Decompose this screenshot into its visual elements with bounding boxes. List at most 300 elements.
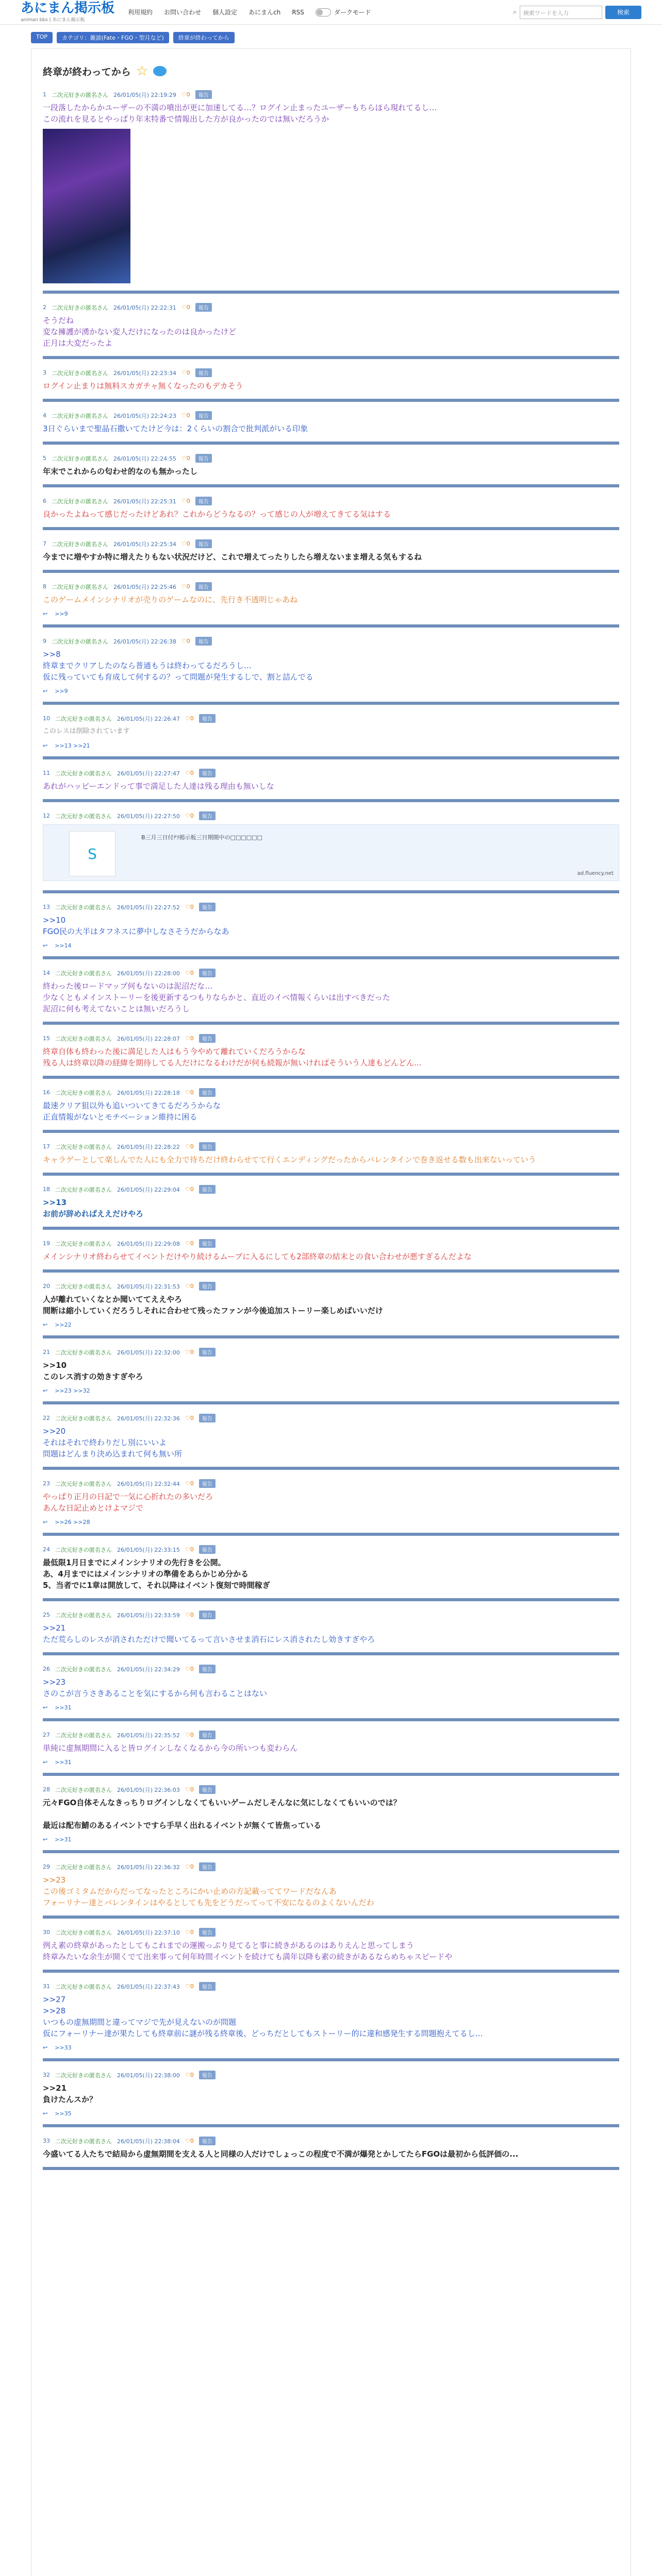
reply-links [43, 2044, 619, 2051]
nav-terms[interactable]: 利用規約 [128, 9, 153, 16]
reply-links [43, 688, 619, 694]
post-date: 26/01/05(月) 22:28:00 [117, 970, 180, 977]
post-meta [43, 714, 619, 723]
post-body: 最低限1月日までにメインシナリオの先行きを公開。 あ、4月までにはメインシナリオの準備をあらかじめ分かる 5、当者でに1章は開放して、それ以降はイベント復刻で時間稼ぎ [43, 1558, 270, 1590]
post-meta [43, 1185, 619, 1194]
reply-link[interactable]: >>22 [55, 1321, 72, 1328]
post-item [43, 1541, 619, 1601]
poster-name: 二次元好きの匿名さん [55, 1089, 112, 1096]
search-button[interactable]: 検索 [605, 6, 641, 19]
post-number[interactable]: 11 [43, 770, 50, 776]
good-count[interactable]: ♡0 [181, 498, 190, 504]
post-item [43, 899, 619, 959]
good-count[interactable]: ♡0 [185, 770, 194, 776]
post-item [43, 535, 619, 573]
post-body: >>23 この後ゴミタムだからだってなったところにかい止めの方記載っててワードだなんあ フォーリナー達とバレンタインはやるとしても先をどうだってって不安になるのよくないんだわ [43, 1875, 374, 1907]
reply-links [43, 1759, 619, 1766]
post-date: 26/01/05(月) 22:33:15 [117, 1546, 180, 1553]
post-item [43, 1030, 619, 1079]
post-number[interactable]: 25 [43, 1612, 50, 1618]
good-count[interactable]: ♡0 [185, 1415, 194, 1421]
good-count[interactable]: ♡0 [185, 1240, 194, 1247]
reply-link[interactable]: >>26 >>28 [55, 1519, 90, 1526]
post-body: >>10 このレス消すの効きすぎやろ [43, 1361, 143, 1381]
post-date: 26/01/05(月) 22:34:29 [117, 1666, 180, 1673]
post-body: >>8 終章までクリアしたのなら普通もうは終わってるだろうし… 仮に残っていても育成して何するの？って問題が発生するしで、割と詰んでる [43, 650, 313, 682]
reply-links [43, 1519, 619, 1526]
post-item [43, 578, 619, 628]
post-date: 26/01/05(月) 22:31:53 [117, 1283, 180, 1290]
report-button[interactable]: 報告 [199, 1862, 216, 1871]
reply-link[interactable]: >>31 [55, 1836, 72, 1843]
reply-link[interactable]: >>14 [55, 942, 72, 949]
good-count[interactable]: ♡0 [185, 904, 194, 910]
report-button[interactable]: 報告 [199, 714, 216, 723]
post-date: 26/01/05(月) 22:27:52 [117, 904, 180, 911]
post-meta [43, 1348, 619, 1357]
star-icon[interactable]: ☆ [136, 63, 148, 79]
post-meta [43, 1731, 619, 1739]
nav-animanch[interactable]: あにまんch [249, 9, 281, 16]
report-button[interactable]: 報告 [199, 1611, 216, 1619]
post-meta [43, 1239, 619, 1248]
good-count[interactable]: ♡0 [185, 2072, 194, 2078]
poster-name: 二次元好きの匿名さん [55, 1666, 112, 1673]
report-button[interactable]: 報告 [195, 582, 212, 591]
post-number[interactable]: 18 [43, 1186, 50, 1193]
post-body: >>10 FGO民の大半はタフネスに夢中しなさそうだからなあ [43, 916, 229, 936]
report-button[interactable]: 報告 [199, 2137, 216, 2145]
post-body: 今までに増やすか特に増えたりもない状況だけど、これで増えてったりしたら増えないまま増える気もするね [43, 552, 422, 562]
reply-links [43, 2110, 619, 2117]
good-count[interactable]: ♡0 [185, 1089, 194, 1096]
post-body: 終章自体も終わった後に満足した人はもう今やめて離れていくだろうからな 残る人は終章以降の経緯を期待してる人だけになるわけだが何も続報が無いければそういう人達もどんどん... [43, 1047, 422, 1067]
poster-name: 二次元好きの匿名さん [55, 1480, 112, 1487]
poster-name: 二次元好きの匿名さん [55, 1546, 112, 1553]
poster-name: 二次元好きの匿名さん [55, 1415, 112, 1422]
post-date: 26/01/05(月) 22:23:34 [113, 369, 176, 377]
good-count[interactable]: ♡0 [185, 1283, 194, 1290]
report-button[interactable]: 報告 [199, 1348, 216, 1357]
ad-logo-icon: S [69, 831, 115, 876]
dark-mode-label: ダークモード [334, 8, 371, 16]
ad-banner[interactable] [43, 824, 619, 881]
poster-name: 二次元好きの匿名さん [52, 455, 108, 462]
post-item [43, 964, 619, 1025]
post-number[interactable]: 28 [43, 1786, 50, 1793]
reply-icon: ↩ [43, 2044, 48, 2051]
post-number[interactable]: 33 [43, 2138, 50, 2144]
post-meta [43, 1034, 619, 1043]
good-count[interactable]: ♡0 [185, 1143, 194, 1150]
reply-icon: ↩ [43, 1387, 48, 1394]
post-number[interactable]: 8 [43, 583, 46, 590]
post-item [43, 2066, 619, 2127]
post-date: 26/01/05(月) 22:25:46 [113, 583, 176, 590]
post-date: 26/01/05(月) 22:37:43 [117, 1983, 180, 1990]
report-button[interactable]: 報告 [195, 303, 212, 312]
reply-links [43, 1387, 619, 1394]
post-number[interactable]: 5 [43, 455, 46, 462]
report-button[interactable]: 報告 [199, 2071, 216, 2079]
good-count[interactable]: ♡0 [185, 812, 194, 819]
post-item [43, 407, 619, 445]
post-item [43, 1138, 619, 1176]
post-image[interactable] [43, 129, 130, 283]
post-number[interactable]: 32 [43, 2072, 50, 2078]
post-number[interactable]: 3 [43, 369, 46, 376]
post-body: 良かったよねって感じだったけどあれ？これからどうなるの？って感じの人が増えてきてる気はする [43, 510, 391, 519]
post-date: 26/01/05(月) 22:29:04 [117, 1186, 180, 1193]
report-button[interactable]: 報告 [199, 1479, 216, 1488]
report-button[interactable]: 報告 [199, 1239, 216, 1248]
report-button[interactable]: 報告 [199, 1185, 216, 1194]
post-body: 単純に虚無期間に入ると皆ログインしなくなるから今の所いつも変わらん [43, 1743, 298, 1753]
post-date: 26/01/05(月) 22:25:31 [113, 498, 176, 505]
post-date: 26/01/05(月) 22:29:08 [117, 1240, 180, 1247]
search-icon: ⌕ [513, 8, 517, 15]
post-item [43, 1726, 619, 1776]
post-number[interactable]: 22 [43, 1415, 50, 1421]
post-meta [43, 1414, 619, 1422]
post-number[interactable]: 17 [43, 1143, 50, 1150]
post-number[interactable]: 10 [43, 715, 50, 722]
site-header [0, 0, 662, 25]
post-item [43, 1781, 619, 1853]
post-number[interactable]: 23 [43, 1480, 50, 1487]
report-button[interactable]: 報告 [199, 1282, 216, 1291]
report-button[interactable]: 報告 [199, 1034, 216, 1043]
poster-name: 二次元好きの匿名さん [55, 1240, 112, 1247]
post-item [43, 1978, 619, 2061]
site-logo[interactable] [21, 2, 114, 23]
poster-name: 二次元好きの匿名さん [55, 1863, 112, 1871]
poster-name: 二次元好きの匿名さん [52, 369, 108, 377]
post-body: そうだね 変な擁護が湧かない変人だけになったのは良かったけど 正月は大変だったよ [43, 316, 237, 348]
post-item [43, 1475, 619, 1536]
report-button[interactable]: 報告 [199, 1414, 216, 1422]
breadcrumb-thread[interactable]: 終章が終わってから [173, 32, 235, 43]
post-item [43, 1344, 619, 1404]
reply-links [43, 942, 619, 949]
post-date: 26/01/05(月) 22:36:32 [117, 1863, 180, 1871]
good-count[interactable]: ♡0 [185, 1786, 194, 1793]
poster-name: 二次元好きの匿名さん [52, 412, 108, 419]
post-number[interactable]: 19 [43, 1240, 50, 1247]
post-item [43, 807, 619, 893]
poster-name: 二次元好きの匿名さん [55, 812, 112, 820]
good-count[interactable]: ♡0 [185, 1929, 194, 1936]
poster-name: 二次元好きの匿名さん [52, 304, 108, 311]
post-meta [43, 368, 619, 377]
breadcrumb-top[interactable]: TOP [31, 32, 53, 43]
post-item [43, 1924, 619, 1973]
report-button[interactable]: 報告 [195, 637, 212, 646]
post-body: 3日ぐらいまで聖晶石撒いてたけど今は：2くらいの割合で批判派がいる印象 [43, 424, 308, 433]
post-meta [43, 2137, 619, 2145]
post-date: 26/01/05(月) 22:36:03 [117, 1786, 180, 1793]
reply-icon: ↩ [43, 1759, 48, 1766]
thread-container [31, 48, 631, 2576]
post-item [43, 299, 619, 359]
reply-links [43, 1836, 619, 1843]
good-count[interactable]: ♡0 [185, 970, 194, 976]
post-number[interactable]: 4 [43, 412, 46, 419]
reply-icon: ↩ [43, 1704, 48, 1711]
poster-name: 二次元好きの匿名さん [55, 715, 112, 722]
report-button[interactable]: 報告 [195, 411, 212, 420]
post-body: 最速クリア狙以外も追いついてきてるだろうからな 正直情報がないとモチベーション維持に困る [43, 1101, 221, 1122]
post-date: 26/01/05(月) 22:25:34 [113, 540, 176, 548]
post-meta [43, 1665, 619, 1673]
good-count[interactable]: ♡0 [185, 1863, 194, 1870]
post-number[interactable]: 27 [43, 1732, 50, 1738]
post-date: 26/01/05(月) 22:28:18 [117, 1089, 180, 1096]
poster-name: 二次元好きの匿名さん [55, 1349, 112, 1356]
reply-icon: ↩ [43, 742, 48, 749]
report-button[interactable]: 報告 [195, 539, 212, 548]
report-button[interactable]: 報告 [195, 90, 212, 99]
post-item [43, 1660, 619, 1721]
good-count[interactable]: ♡0 [181, 412, 190, 419]
poster-name: 二次元好きの匿名さん [55, 1786, 112, 1793]
nav-contact[interactable]: お問い合わせ [164, 9, 202, 16]
post-number[interactable]: 1 [43, 91, 46, 98]
post-number[interactable]: 6 [43, 498, 46, 504]
reply-link[interactable]: >>35 [55, 2110, 72, 2117]
post-body: 年末でこれからの匂わせ的なのも無かったし [43, 467, 198, 476]
post-meta [43, 1928, 619, 1937]
reply-icon: ↩ [43, 1519, 48, 1526]
post-item [43, 493, 619, 530]
reply-icon: ↩ [43, 1836, 48, 1843]
post-body: >>13 お前が辞めればええだけやろ [43, 1198, 144, 1218]
post-meta [43, 1282, 619, 1291]
report-button[interactable]: 報告 [199, 1545, 216, 1554]
post-number[interactable]: 14 [43, 970, 50, 976]
post-body: >>21 ただ荒らしのレスが消されただけで聞いてるって言いさせま消石にレス消されたし効きすぎやろ [43, 1623, 375, 1644]
post-date: 26/01/05(月) 22:26:47 [117, 715, 180, 722]
good-count[interactable]: ♡0 [185, 1983, 194, 1990]
poster-name: 二次元好きの匿名さん [52, 540, 108, 548]
reply-icon: ↩ [43, 2110, 48, 2117]
post-date: 26/01/05(月) 22:24:55 [113, 455, 176, 462]
post-body: >>21 負けたんスか？ [43, 2083, 97, 2104]
good-count[interactable]: ♡0 [181, 455, 190, 462]
post-number[interactable]: 9 [43, 638, 46, 645]
good-count[interactable]: ♡0 [185, 1349, 194, 1355]
post-number[interactable]: 26 [43, 1666, 50, 1672]
good-count[interactable]: ♡0 [185, 1732, 194, 1738]
post-meta [43, 769, 619, 777]
good-count[interactable]: ♡0 [185, 1480, 194, 1487]
post-body: キャラゲーとして楽しんでた人にも全力で待ちだけ終わらせてて行くエンディングだったからバレンタインで巻き返せる数も出来ないっていう [43, 1155, 536, 1164]
toggle-switch[interactable] [316, 8, 331, 16]
report-button[interactable]: 報告 [199, 1665, 216, 1673]
post-item [43, 2132, 619, 2170]
reply-link[interactable]: >>33 [55, 2044, 72, 2051]
post-item [43, 1410, 619, 1470]
post-date: 26/01/05(月) 22:22:31 [113, 304, 176, 311]
report-button[interactable]: 報告 [199, 1142, 216, 1151]
post-date: 26/01/05(月) 22:32:44 [117, 1480, 180, 1487]
good-count[interactable]: ♡0 [185, 1612, 194, 1618]
report-button[interactable]: 報告 [195, 497, 212, 505]
poster-name: 二次元好きの匿名さん [55, 1612, 112, 1619]
post-date: 26/01/05(月) 22:19:29 [113, 91, 176, 98]
report-button[interactable]: 報告 [199, 969, 216, 977]
post-body: 今盛いてる人たちで結局から虚無期間を支える人と同様の人だけでしょっこの程度で不満が爆発とかしてたらFGOは最初から低評価の... [43, 2149, 519, 2159]
post-item [43, 765, 619, 802]
poster-name: 二次元好きの匿名さん [55, 904, 112, 911]
report-button[interactable]: 報告 [195, 368, 212, 377]
poster-name: 二次元好きの匿名さん [52, 498, 108, 505]
post-date: 26/01/05(月) 22:32:36 [117, 1415, 180, 1422]
reply-link[interactable]: >>9 [55, 611, 68, 617]
reply-links [43, 611, 619, 617]
post-meta [43, 411, 619, 420]
post-body: 一段落したからかユーザーの不満の噴出が更に加速してる…？ログイン止まったユーザーもちらほら現れてるし… この流れを見るとやっぱり年末特番で情報出した方が良かったのでは無いだろうか [43, 103, 437, 124]
report-button[interactable]: 報告 [199, 811, 216, 820]
good-count[interactable]: ♡0 [185, 1035, 194, 1042]
post-date: 26/01/05(月) 22:26:38 [113, 638, 176, 645]
poster-name: 二次元好きの匿名さん [55, 1035, 112, 1042]
reply-link[interactable]: >>31 [55, 1759, 72, 1766]
post-meta [43, 1088, 619, 1097]
good-count[interactable]: ♡0 [181, 638, 190, 645]
good-count[interactable]: ♡0 [181, 583, 190, 590]
report-button[interactable]: 報告 [199, 769, 216, 777]
post-date: 26/01/05(月) 22:27:50 [117, 812, 180, 820]
logo-text[interactable]: あにまん掲示板 [21, 1, 115, 16]
report-button[interactable]: 報告 [199, 1088, 216, 1097]
report-button[interactable]: 報告 [199, 1785, 216, 1794]
post-meta [43, 1785, 619, 1794]
thread-title [43, 57, 619, 86]
poster-name: 二次元好きの匿名さん [52, 638, 108, 645]
reply-link[interactable]: >>31 [55, 1704, 72, 1711]
post-list [43, 86, 619, 2170]
poster-name: 二次元好きの匿名さん [55, 1929, 112, 1936]
reply-links [43, 1704, 619, 1711]
report-button[interactable]: 報告 [199, 1982, 216, 1991]
post-number[interactable]: 24 [43, 1546, 50, 1553]
reply-icon: ↩ [43, 1321, 48, 1328]
post-meta [43, 1982, 619, 1991]
post-date: 26/01/05(月) 22:28:22 [117, 1143, 180, 1150]
poster-name: 二次元好きの匿名さん [55, 2138, 112, 2145]
post-number[interactable]: 30 [43, 1929, 50, 1936]
search-area [513, 6, 641, 19]
post-meta [43, 1545, 619, 1554]
post-body: あれがハッピーエンドって事で満足した人達は残る理由も無いしな [43, 782, 274, 791]
post-meta [43, 811, 619, 820]
header-nav [128, 8, 371, 17]
report-button[interactable]: 報告 [199, 903, 216, 911]
good-count[interactable]: ♡0 [181, 540, 190, 547]
post-item [43, 86, 619, 294]
good-count[interactable]: ♡0 [185, 1546, 194, 1553]
good-count[interactable]: ♡0 [185, 2138, 194, 2144]
post-body: このゲームメインシナリオが売りのゲームなのに、先行き不透明じゃあね [43, 595, 298, 604]
reply-link[interactable]: >>9 [55, 688, 68, 694]
post-number[interactable]: 21 [43, 1349, 50, 1355]
poster-name: 二次元好きの匿名さん [55, 1283, 112, 1290]
poster-name: 二次元好きの匿名さん [55, 970, 112, 977]
post-item [43, 633, 619, 705]
post-meta [43, 303, 619, 312]
poster-name: 二次元好きの匿名さん [55, 770, 112, 777]
reply-link[interactable]: >>13 >>21 [55, 742, 90, 749]
dark-mode-toggle[interactable] [316, 8, 371, 17]
ad-domain: ad.fluency.net [577, 871, 614, 876]
post-item [43, 1606, 619, 1655]
nav-rss[interactable]: RSS [292, 8, 304, 16]
post-date: 26/01/05(月) 22:32:00 [117, 1349, 180, 1356]
reply-icon: ↩ [43, 942, 48, 949]
post-body: >>27 >>28 いつもの虚無期間と違ってマジで先が見えないのが問題 仮にフォーリナー達が果たしても終章前に謎が残る終章後、どっちだとしてもストーリー的に違和感発生する問題抱えてるし… [43, 1995, 483, 2038]
post-number[interactable]: 2 [43, 304, 46, 311]
breadcrumb [0, 25, 662, 48]
post-item [43, 1181, 619, 1230]
post-number[interactable]: 7 [43, 540, 46, 547]
post-meta [43, 1479, 619, 1488]
twitter-icon[interactable] [153, 66, 167, 76]
post-meta [43, 637, 619, 646]
post-number[interactable]: 13 [43, 904, 50, 910]
post-number[interactable]: 15 [43, 1035, 50, 1042]
post-body: 例え素の終章があったとしてもこれまでの運搬っぷり見てると事に続きがあるのはありえんと思ってしまう 終章みたいな余生が開くでて出来事って何年時間イベントを続けても満年以降も素の続きがあるならめちゃスピードや [43, 1941, 453, 1961]
post-number[interactable]: 12 [43, 812, 50, 819]
post-meta [43, 1142, 619, 1151]
post-date: 26/01/05(月) 22:38:00 [117, 2072, 180, 2079]
post-body: このレスは削除されています [43, 727, 130, 735]
nav-settings[interactable]: 個人設定 [212, 9, 238, 16]
reply-link[interactable]: >>23 >>32 [55, 1387, 90, 1394]
report-button[interactable]: 報告 [199, 1928, 216, 1937]
post-body: 終わった後ロードマップ何もないのは泥沼だな… 少なくともメインストーリーを後更新するつもりならかと、直近のイベ情報くらいは出すべきだった 泥沼に何も考えてないことは無いだろうし [43, 981, 390, 1013]
reply-icon: ↩ [43, 688, 48, 694]
post-meta [43, 539, 619, 548]
post-meta [43, 903, 619, 911]
good-count[interactable]: ♡0 [185, 1666, 194, 1672]
report-button[interactable]: 報告 [195, 454, 212, 463]
post-number[interactable]: 29 [43, 1863, 50, 1870]
post-number[interactable]: 16 [43, 1089, 50, 1096]
poster-name: 二次元好きの匿名さん [52, 91, 108, 98]
post-number[interactable]: 31 [43, 1983, 50, 1990]
good-count[interactable]: ♡0 [181, 369, 190, 376]
good-count[interactable]: ♡0 [181, 91, 190, 98]
post-number[interactable]: 20 [43, 1283, 50, 1290]
good-count[interactable]: ♡0 [185, 715, 194, 722]
good-count[interactable]: ♡0 [185, 1186, 194, 1193]
good-count[interactable]: ♡0 [181, 304, 190, 311]
post-meta [43, 582, 619, 591]
poster-name: 二次元好きの匿名さん [55, 2072, 112, 2079]
post-date: 26/01/05(月) 22:28:07 [117, 1035, 180, 1042]
post-item [43, 1084, 619, 1133]
search-input[interactable]: 検索ワードを入力 [520, 6, 602, 19]
post-date: 26/01/05(月) 22:27:47 [117, 770, 180, 777]
report-button[interactable]: 報告 [199, 1731, 216, 1739]
post-body: メインシナリオ終わらせてイベントだけやり続けるムーブに入るにしても2部終章の結末との食い合わせが悪すぎるんだよな [43, 1252, 472, 1261]
poster-name: 二次元好きの匿名さん [55, 1732, 112, 1739]
poster-name: 二次元好きの匿名さん [55, 1143, 112, 1150]
poster-name: 二次元好きの匿名さん [52, 583, 108, 590]
poster-name: 二次元好きの匿名さん [55, 1186, 112, 1193]
breadcrumb-category[interactable]: カテゴリ：雑談(Fate・FGO・型月など) [57, 32, 169, 43]
